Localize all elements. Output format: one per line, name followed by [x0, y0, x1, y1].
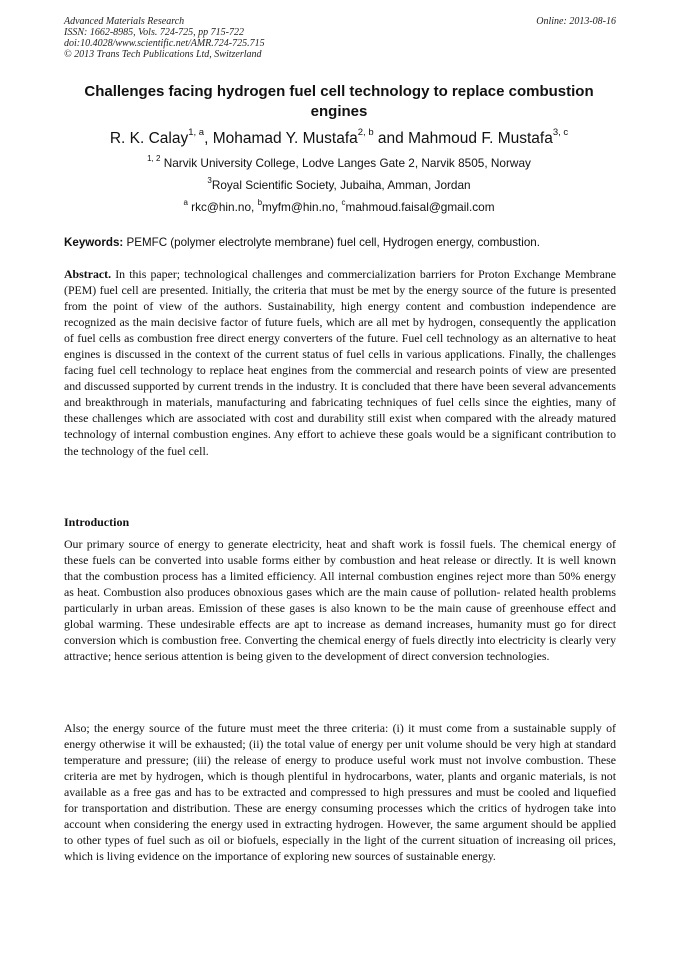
abstract-text: In this paper; technological challenges and commercialization barriers for Proton Exchange Membrane (PEM) fuel cell are presented. Initially, the criteria that must be met by the energy source of the future is presented from the point of view of the authors. Sustainability, high energy content and combustion independence are recognized as the main decisive factor of future fuels, which are all met by hydrogen, consequently the application of fuel cells as combustion free direct energy converters of the future. Fuel cell technology as an alternative to heat engines is discussed in the context of the current status of fuel cells in various applications. Finally, the challenges facing fuel cell technology to replace heat engines from the commercial and research points of view are presented and discussed supported by current trends in the industry. It is concluded that there have been several advancements and breakthrough in materials, manufacturing and fabricating techniques of fuel cells since the eighties, many of these challenges which are associated with cost and durability still exist when compared with the already matured technology of internal combustion engines. Any effort to achieve these goals would be a significant contribution to the technology of the fuel cell.: [64, 267, 616, 458]
email-marker: a: [183, 198, 188, 207]
introduction-paragraph-2: Also; the energy source of the future must meet the three criteria: (i) it must come from a sustainable supply of energy otherwise it will be exhausted; (ii) the total value of energy per unit volume should be very high at standard temperature and pressure; (iii) the release of energy to produce useful work must not involve combustion. These criteria are met by hydrogen, which is though plentiful in hydrocarbons, water, plants and organic materials, is not available as a free gas and has to be extracted and compressed to high pressures and must be cooled and liquefied for transportation and distribution. These are energy consuming processes which the critics of hydrogen take into account when considering the energy used in extracting hydrogen. However, the same argument should be applied to other types of fuel such as oil or biofuels, especially in the light of the current situation of increasing oil prices, which is living evidence on the importance of exploring new sources of sustainable energy.: [64, 721, 616, 864]
affiliation-1: [40, 156, 638, 170]
affiliation-2: [40, 178, 638, 192]
abstract-label: Abstract.: [64, 267, 112, 281]
author-separator: and: [373, 130, 409, 147]
online-date: Online: 2013-08-16: [536, 16, 616, 27]
author-name: Mohamad Y. Mustafa: [212, 130, 358, 147]
email-address: mahmoud.faisal@gmail.com: [345, 200, 495, 214]
affiliation-text: Royal Scientific Society, Jubaiha, Amman, Jordan: [211, 178, 471, 192]
affiliation-marker: 3: [207, 176, 212, 185]
author-marker: 3, c: [552, 127, 569, 138]
affiliation-text: Narvik University College, Lodve Langes Gate 2, Narvik 8505, Norway: [160, 156, 531, 170]
keywords-label: Keywords:: [64, 236, 124, 249]
introduction-heading: Introduction: [64, 515, 130, 529]
journal-name: Advanced Materials Research: [64, 16, 185, 27]
affiliation-marker: 1, 2: [147, 154, 161, 163]
author-name: R. K. Calay: [109, 130, 189, 147]
keywords-line: [64, 236, 616, 250]
email-marker: b: [257, 198, 263, 207]
issn-line: ISSN: 1662-8985, Vols. 724-725, pp 715-722: [64, 27, 244, 38]
author-marker: 1, a: [188, 127, 205, 138]
author-name: Mahmoud F. Mustafa: [408, 130, 553, 147]
introduction-paragraph-1: Our primary source of energy to generate electricity, heat and shaft work is fossil fuels. The chemical energy of these fuels can be converted into usable forms either by combustion and heat release or directly. It is well known that the combustion process has a limited efficiency. All internal combustion engines reject more than 50% energy as heat. Combustion also produces obnoxious gases which are the main cause of pollution- related health problems particularly in urban areas. Emission of these gases is also known to be the main cause of greenhouse effect and global warming. These undesirable effects are apt to increase as demand increases, humanity must go for direct conversion which is combustion free. Converting the chemical energy of fuels directly into electricity is clearly very attractive; hence serious attention is being given to the development of direct conversion technologies.: [64, 537, 616, 664]
doi-line: doi:10.4028/www.scientific.net/AMR.724-725.715: [64, 38, 265, 49]
author-marker: 2, b: [357, 127, 374, 138]
keywords-text: PEMFC (polymer electrolyte membrane) fuel cell, Hydrogen energy, combustion.: [123, 236, 540, 249]
email-address: myfm@hin.no,: [262, 200, 342, 214]
copyright-line: © 2013 Trans Tech Publications Ltd, Switzerland: [64, 49, 262, 60]
author-list: [40, 129, 638, 149]
author-separator: ,: [204, 130, 213, 147]
abstract-paragraph: [64, 266, 616, 459]
email-address: rkc@hin.no,: [187, 200, 258, 214]
paper-title: Challenges facing hydrogen fuel cell technology to replace combustion engines: [84, 83, 594, 120]
email-marker: c: [341, 198, 346, 207]
author-emails: [40, 200, 638, 214]
journal-header: [64, 16, 616, 60]
